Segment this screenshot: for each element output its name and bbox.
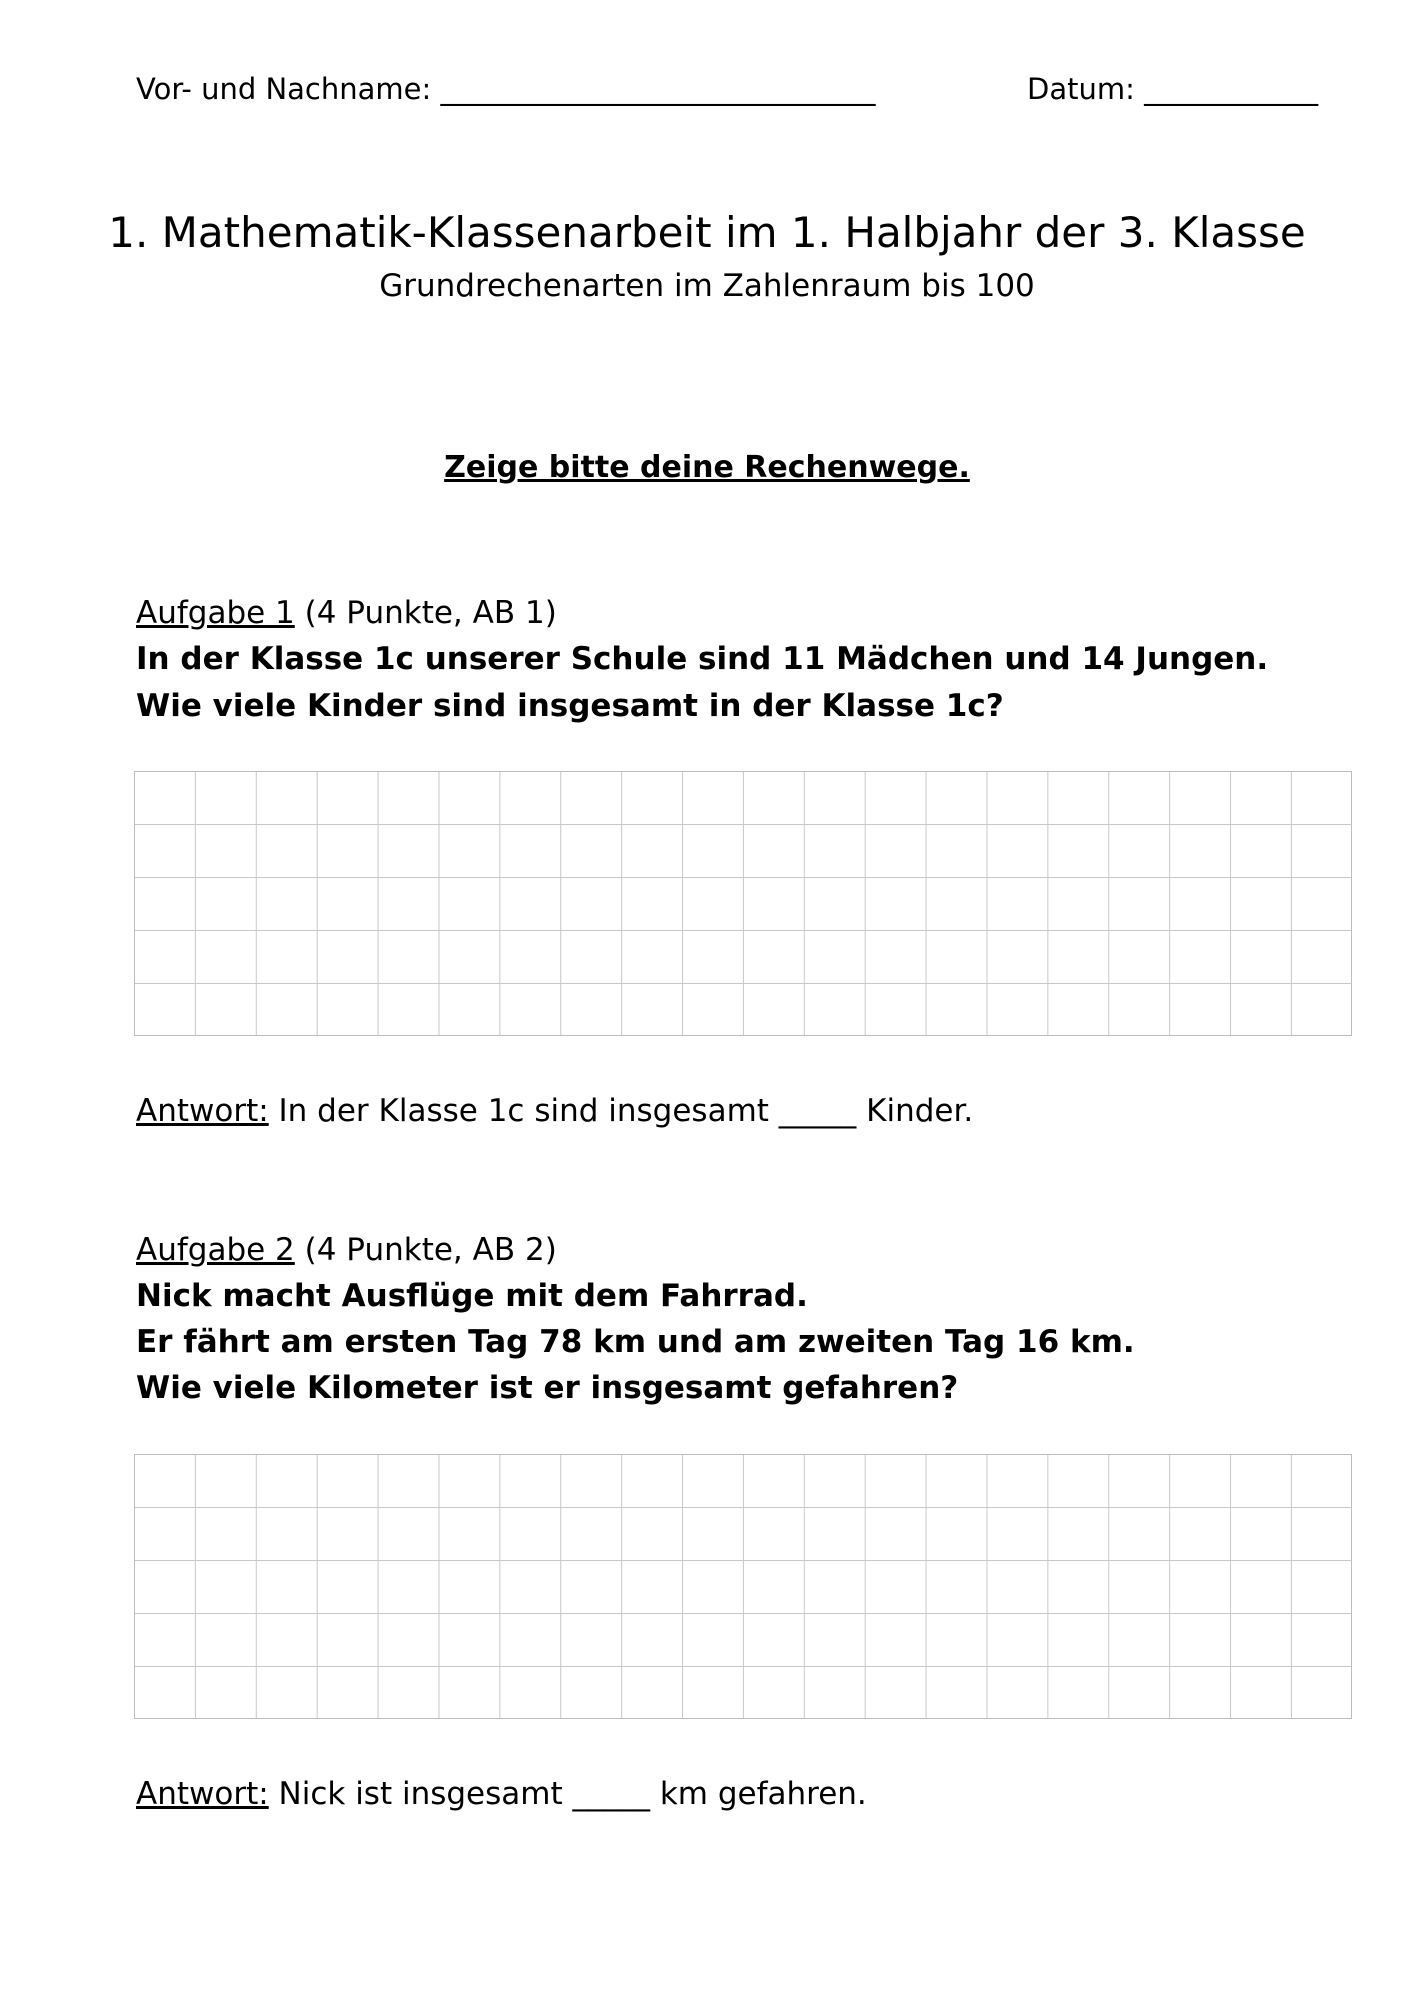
instruction-text: Zeige bitte deine Rechenwege. bbox=[444, 450, 970, 485]
task-2-question-line-1: Nick macht Ausflüge mit dem Fahrrad. bbox=[136, 1278, 808, 1314]
task-2-answer bbox=[136, 1776, 867, 1812]
task-2-answer-label: Antwort: bbox=[136, 1776, 269, 1812]
task-2-label: Aufgabe 2 bbox=[136, 1232, 295, 1268]
page-subtitle: Grundrechenarten im Zahlenraum bis 100 bbox=[379, 268, 1035, 304]
date-field-label: Datum: ____________ bbox=[1027, 72, 1319, 106]
task-1-meta: (4 Punkte, AB 1) bbox=[294, 595, 557, 631]
task-2-meta: (4 Punkte, AB 2) bbox=[294, 1232, 557, 1268]
task-1-question-line-2: Wie viele Kinder sind insgesamt in der Klasse 1c? bbox=[136, 688, 1004, 724]
task-1-question-line-1: In der Klasse 1c unserer Schule sind 11 Mädchen und 14 Jungen. bbox=[136, 641, 1269, 677]
task-2-heading bbox=[136, 1232, 557, 1268]
task-2-answer-text: Nick ist insgesamt _____ km gefahren. bbox=[268, 1776, 867, 1812]
task-2-question-line-3: Wie viele Kilometer ist er insgesamt gefahren? bbox=[136, 1370, 959, 1406]
task-1-label: Aufgabe 1 bbox=[136, 595, 295, 631]
page-title: 1. Mathematik-Klassenarbeit im 1. Halbjahr der 3. Klasse bbox=[108, 208, 1306, 257]
task-1-heading bbox=[136, 595, 557, 631]
task-2-question-line-2: Er fährt am ersten Tag 78 km und am zweiten Tag 16 km. bbox=[136, 1324, 1135, 1360]
task-1-answer bbox=[136, 1093, 973, 1129]
task-2-work-grid bbox=[134, 1454, 1352, 1719]
task-1-work-grid bbox=[134, 771, 1352, 1036]
task-1-answer-label: Antwort: bbox=[136, 1093, 269, 1129]
task-1-answer-text: In der Klasse 1c sind insgesamt _____ Kinder. bbox=[268, 1093, 974, 1129]
name-field-label: Vor- und Nachname: ______________________________ bbox=[136, 72, 876, 106]
